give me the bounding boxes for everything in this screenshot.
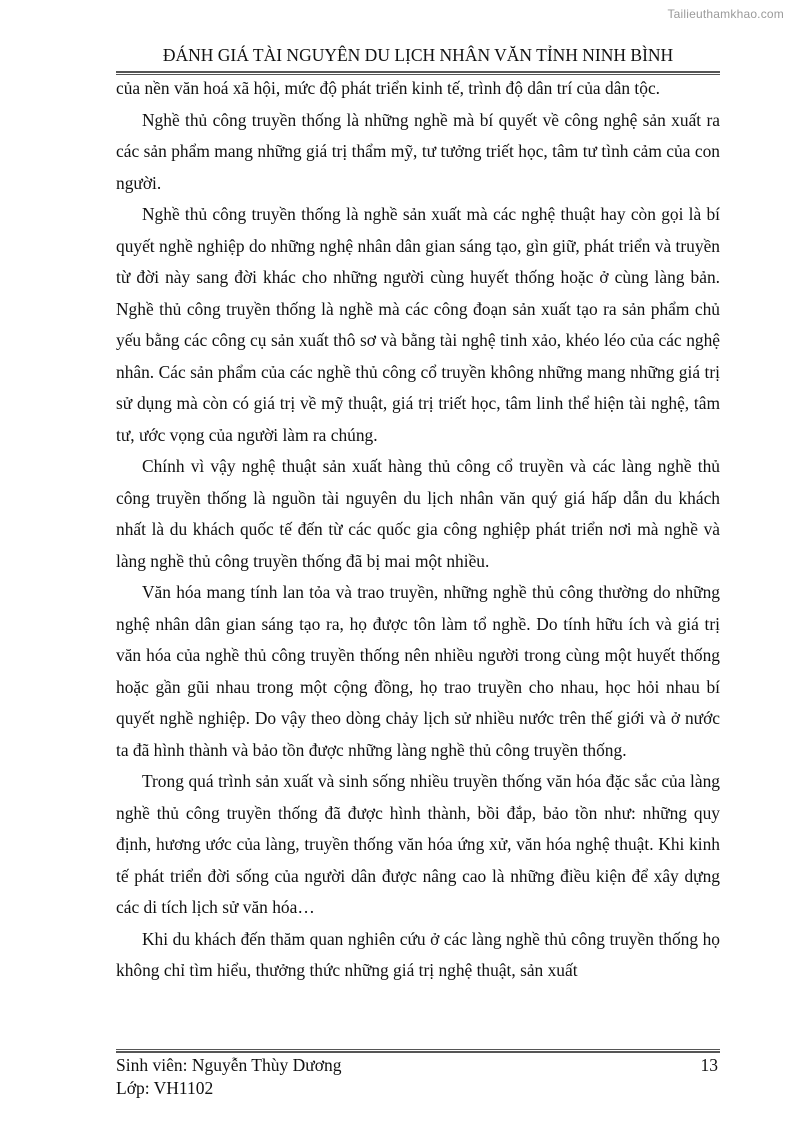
footer-class: Lớp: VH1102 <box>116 1078 214 1098</box>
paragraph: Trong quá trình sản xuất và sinh sống nhiều truyền thống văn hóa đặc sắc của làng nghề thủ công truyền thống đã được hình thành, bồi đắp, bảo tồn như: những quy định, hương ước của làng, truyền thống văn hóa ứng xử, văn hóa nghệ thuật. Khi kinh tế phát triển đời sống của người dân được nâng cao là những điều kiện để xây dựng các di tích lịch sử văn hóa… <box>116 771 720 917</box>
paragraph: Nghề thủ công truyền thống là nghề sản xuất mà các nghệ thuật hay còn gọi là bí quyết nghề nghiệp do những nghệ nhân dân gian sáng tạo, gìn giữ, phát triển và truyền từ đời này sang đời khác cho những người cùng huyết thống hoặc ở cùng làng bản. Nghề thủ công truyền thống là nghề mà các công đoạn sản xuất tạo ra sản phẩm chủ yếu bằng các công cụ sản xuất thô sơ và bằng tài nghệ tinh xảo, khéo léo của các nghệ nhân. Các sản phẩm của các nghề thủ công cổ truyền không những mang những giá trị sử dụng mà còn có giá trị về mỹ thuật, giá trị triết học, tâm linh thể hiện tài nghệ, tâm tư, ước vọng của người làm ra chúng. <box>116 204 720 445</box>
paragraph: Khi du khách đến thăm quan nghiên cứu ở các làng nghề thủ công truyền thống họ không chỉ tìm hiểu, thưởng thức những giá trị nghệ thuật, sản xuất <box>116 928 720 980</box>
page-footer <box>116 1054 720 1100</box>
footer-divider <box>116 1049 720 1053</box>
paragraph-continuation: của nền văn hoá xã hội, mức độ phát triển kinh tế, trình độ dân trí của dân tộc. <box>116 78 661 98</box>
paragraph: Nghề thủ công truyền thống là những nghề mà bí quyết về công nghệ sản xuất ra các sản phẩm mang những giá trị thẩm mỹ, tư tưởng triết học, tâm tư tình cảm của con người. <box>116 109 720 193</box>
page-number: 13 <box>700 1055 718 1075</box>
watermark-text: Tailieuthamkhao.com <box>667 7 784 21</box>
paragraph: Văn hóa mang tính lan tỏa và trao truyền, những nghề thủ công thường do những nghệ nhân dân gian sáng tạo ra, họ được tôn làm tổ nghề. Do tính hữu ích và giá trị văn hóa của nghề thủ công truyền thống nên nhiều người trong cùng một huyết thống hoặc gần gũi nhau trong một cộng đồng, họ trao truyền cho nhau, học hỏi nhau bí quyết nghề nghiệp. Do vậy theo dòng chảy lịch sử nhiều nước trên thế giới và ở nước ta đã hình thành và bảo tồn được những làng nghề thủ công truyền thống. <box>116 582 720 760</box>
footer-student-name: Sinh viên: Nguyễn Thùy Dương <box>116 1055 342 1075</box>
page-header-title: ĐÁNH GIÁ TÀI NGUYÊN DU LỊCH NHÂN VĂN TỈNH NINH BÌNH <box>162 45 674 65</box>
paragraph: Chính vì vậy nghệ thuật sản xuất hàng thủ công cổ truyền và các làng nghề thủ công truyền thống là nguồn tài nguyên du lịch nhân văn quý giá hấp dẫn du khách nhất là du khách quốc tế đến từ các quốc gia công nghiệp phát triển nơi mà nghề và làng nghề thủ công truyền thống đã bị mai một nhiều. <box>116 456 720 571</box>
body-text <box>116 73 720 987</box>
